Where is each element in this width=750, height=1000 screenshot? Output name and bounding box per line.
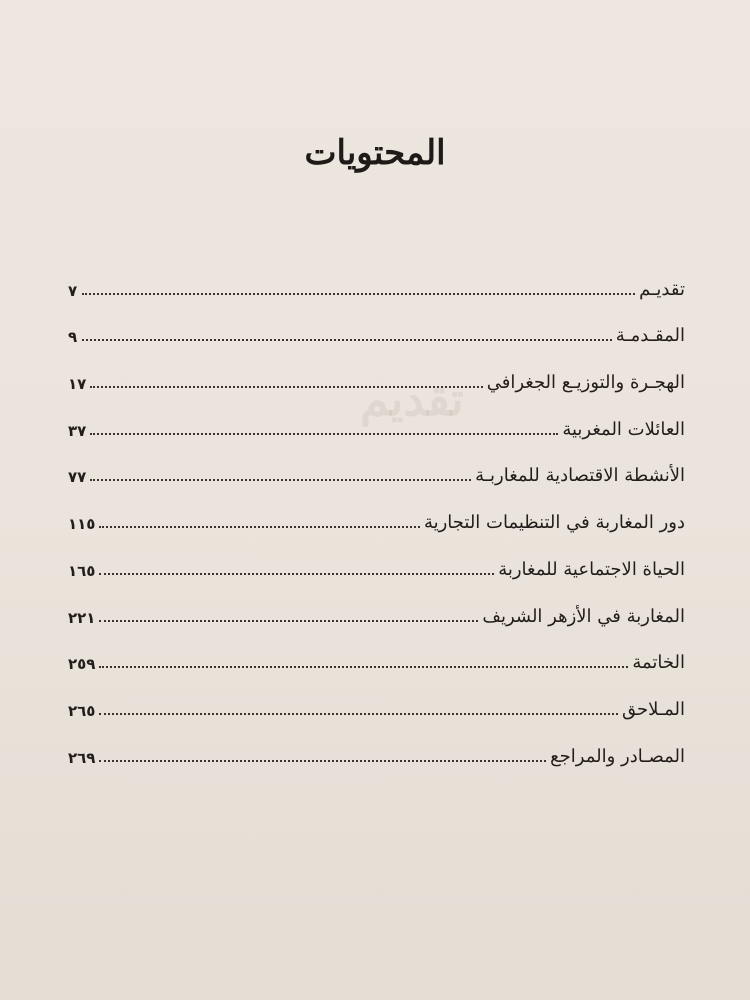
toc-entry-title: العائلات المغربية xyxy=(562,418,685,440)
toc-entry-trade xyxy=(68,491,685,538)
toc-entry-title: المغاربة في الأزهر الشريف xyxy=(482,605,685,627)
dot-leader xyxy=(90,386,482,388)
toc-entry-preface xyxy=(68,305,685,352)
dot-leader xyxy=(99,526,419,528)
toc-entry-page: ٢٦٥ xyxy=(68,701,96,720)
dot-leader xyxy=(99,760,546,762)
toc-entry-page: ٧٧ xyxy=(68,468,87,487)
dot-leader xyxy=(90,479,471,481)
page-title: المحتويات xyxy=(304,133,446,173)
toc-entry-title: تقديـم xyxy=(639,278,685,300)
dot-leader xyxy=(82,339,612,341)
toc-entry-title: الحياة الاجتماعية للمغاربة xyxy=(498,558,685,580)
dot-leader xyxy=(99,713,617,715)
toc-entry-page: ٧ xyxy=(68,281,78,300)
dot-leader xyxy=(90,433,558,435)
toc-entry-page: ٢٢١ xyxy=(68,608,96,627)
toc-entry-appendices xyxy=(68,678,685,725)
toc-entry-page: ٢٦٩ xyxy=(68,748,96,767)
dot-leader xyxy=(99,666,628,668)
toc-entry-migration xyxy=(68,351,685,398)
toc-entry-title: المقـدمـة xyxy=(615,325,685,347)
toc-entry-families xyxy=(68,398,685,445)
toc-entry-page: ١٧ xyxy=(68,375,87,394)
toc-entry-title: الخاتمة xyxy=(632,652,685,674)
dot-leader xyxy=(99,573,494,575)
toc-entry-page: ١١٥ xyxy=(68,515,96,534)
toc-entry-page: ١٦٥ xyxy=(68,561,96,580)
toc-entry-title: الأنشطة الاقتصادية للمغاربـة xyxy=(475,465,685,487)
toc-entry-page: ٢٥٩ xyxy=(68,655,96,674)
toc-entry-introduction xyxy=(68,258,685,305)
toc-entry-economic xyxy=(68,445,685,492)
dot-leader xyxy=(82,293,635,295)
toc-entry-title: الهجـرة والتوزيـع الجغرافي xyxy=(486,372,685,394)
toc-entry-title: دور المغاربة في التنظيمات التجارية xyxy=(423,512,685,534)
table-of-contents xyxy=(68,258,685,772)
bleed-through-text: تقديم xyxy=(360,372,464,426)
toc-entry-references xyxy=(68,725,685,772)
toc-entry-social xyxy=(68,538,685,585)
toc-entry-title: المـلاحق xyxy=(621,698,685,720)
dot-leader xyxy=(99,620,478,622)
toc-entry-conclusion xyxy=(68,632,685,679)
toc-entry-page: ٩ xyxy=(68,328,78,347)
toc-entry-page: ٣٧ xyxy=(68,421,87,440)
toc-entry-title: المصـادر والمراجع xyxy=(550,745,685,767)
toc-entry-azhar xyxy=(68,585,685,632)
